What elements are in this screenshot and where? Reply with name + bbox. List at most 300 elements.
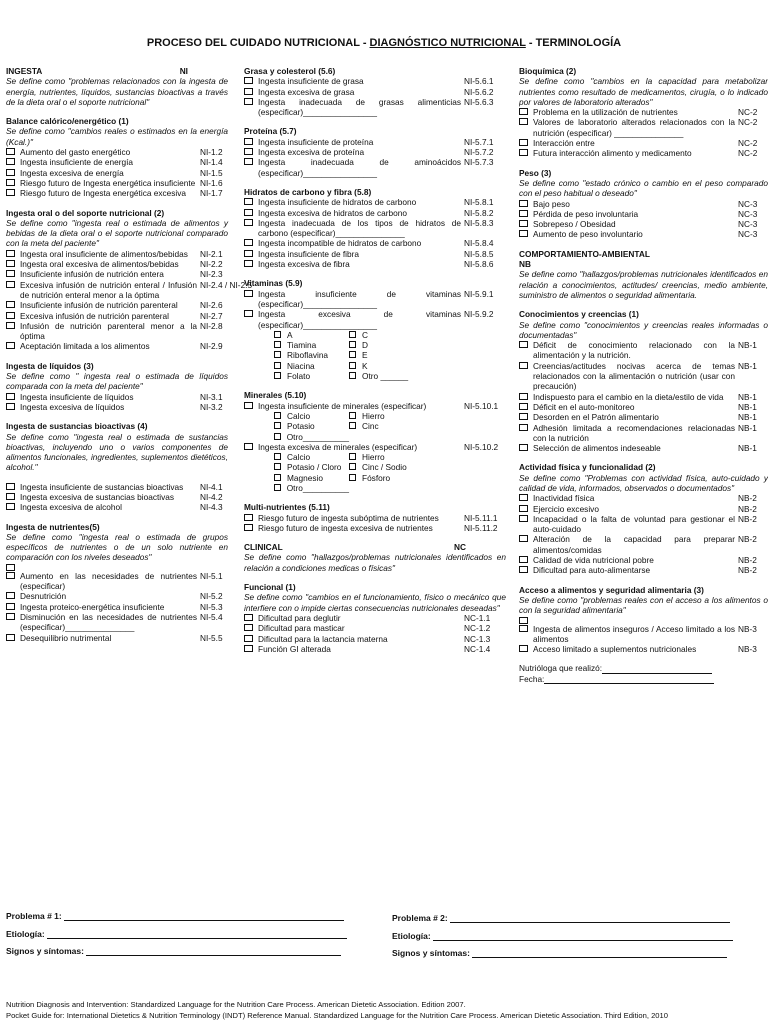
diagnosis-checkbox[interactable] [519,566,528,573]
diagnosis-label: Función GI alterada [258,643,331,654]
diagnosis-label: Dificultad para la lactancia materna [258,633,388,644]
category-description: Se define como " ingesta real o estimada de líquidos comparada con la meta del paciente" [6,371,228,392]
diagnosis-item [6,591,228,601]
spacer [244,493,506,502]
option-checkbox[interactable] [349,463,356,470]
diagnosis-label: Sobrepeso / Obesidad [533,219,616,230]
diagnosis-item [244,401,506,411]
diagnosis-code: NI-5.11.1 [464,512,498,523]
problem-2-label: Problema # 2: [392,913,448,923]
diagnosis-checkbox[interactable] [244,524,253,531]
diagnosis-label: Acceso limitado a suplementos nutricionales [533,644,697,655]
option-checkbox[interactable] [349,422,356,429]
diagnosis-checkbox[interactable] [519,444,528,451]
category-description: Se define como "conocimientos y creencias reales informadas o documentadas" [519,319,768,340]
diagnosis-label: Aumento del gasto energético [20,147,131,158]
category-description: Se define como "Problemas con actividad física, auto-cuidado y calidad de vida, informados, observados o documentados" [519,472,768,493]
diagnosis-checkbox[interactable] [519,362,528,369]
diagnosis-code: NB-1 [738,401,757,412]
etiology-1-row [6,929,347,939]
diagnosis-label: Ingesta insuficiente de energía [20,157,134,168]
option-cell [274,371,349,381]
category-heading: Acceso a alimentos y seguridad alimentaria (3) [519,584,704,595]
diagnosis-item [6,279,253,301]
diagnosis-checkbox[interactable] [6,564,15,571]
diagnosis-label: Inactividad física [533,493,595,504]
page-title [0,37,768,49]
diagnosis-item [519,644,768,654]
option-checkbox[interactable] [349,351,356,358]
etiology-2-label: Etiología: [392,931,431,941]
diagnosis-checkbox[interactable] [519,535,528,542]
diagnosis-item [519,514,768,535]
diagnosis-code: NB-3 [738,644,757,655]
diagnosis-item [244,613,506,623]
diagnosis-label: Creencias/actitudes nocivas acerca de temas relacionados con la alimentación o nutrición (usar con precaución) [533,360,735,392]
diagnosis-checkbox[interactable] [244,624,253,631]
diagnosis-item [244,87,506,97]
diagnosis-checkbox[interactable] [6,301,15,308]
signs-1-row [6,946,341,956]
diagnosis-item [6,492,228,502]
diagnosis-label: Ingesta excesiva de vitaminas (especificar)________________ [258,309,461,330]
diagnosis-label: Ingesta excesiva de grasa [258,86,355,97]
diagnosis-checkbox[interactable] [519,341,528,348]
diagnosis-label: Ingesta proteico-energética insuficiente [20,601,165,612]
diagnosis-code: NB-1 [738,360,757,371]
diagnosis-label: Aumento en las necesidades de nutrientes (especificar) [20,570,197,592]
diagnosis-code: NI-3.2 [200,401,223,412]
option-cell [349,473,424,483]
diagnosis-item [6,249,228,259]
diagnosis-code: NC-1.1 [464,612,491,623]
section-header-code: NI [179,66,188,76]
option-cell [274,340,349,350]
section-header [244,542,506,552]
diagnosis-item [6,269,228,279]
diagnosis-item [244,238,506,248]
diagnosis-checkbox[interactable] [244,198,253,205]
option-checkbox[interactable] [274,341,281,348]
diagnosis-label: Desequilibrio nutrimental [20,632,112,643]
option-cell [349,462,424,472]
diagnosis-item [519,138,768,148]
option-row [274,411,506,421]
diagnosis-checkbox[interactable] [519,108,528,115]
title-part2: DIAGNÓSTICO NUTRICIONAL [369,37,526,49]
diagnosis-label: Ingesta insuficiente de vitaminas (especificar)________________ [258,288,461,309]
category-heading: Grasa y colesterol (5.6) [244,66,336,76]
signs-1-label: Signos y síntomas: [6,946,84,956]
diagnosis-code: NI-5.2 [200,591,223,602]
diagnosis-checkbox[interactable] [244,209,253,216]
diagnosis-label: Adhesión limitada a recomendaciones relacionadas con la nutrición [533,422,735,443]
problem-1-field[interactable] [64,911,344,921]
spacer [519,576,768,585]
diagnosis-checkbox[interactable] [6,403,15,410]
diagnosis-checkbox[interactable] [519,118,528,125]
spacer [244,533,506,542]
diagnosis-code: NB-1 [738,443,757,454]
diagnosis-checkbox[interactable] [244,290,253,297]
category-heading: Multi-nutrientes (5.11) [244,502,330,513]
diagnosis-label: Desnutrición [20,591,67,602]
signature-row [519,674,768,684]
diagnosis-label: Dificultad para deglutir [258,612,341,623]
diagnosis-label: Insuficiente infusión de nutrición entera [20,269,164,280]
diagnosis-checkbox[interactable] [519,200,528,207]
diagnosis-code: NC-3 [738,229,758,240]
option-label: Otro__________ [286,482,349,493]
spacer [244,381,506,390]
spacer [244,573,506,582]
diagnosis-code: NI-5.10.2 [464,441,499,452]
diagnosis-item [244,208,506,218]
signature-field[interactable] [544,674,714,684]
option-row [274,421,506,431]
diagnosis-code: NB-2 [738,513,757,524]
diagnosis-label: Disminución en las necesidades de nutrientes (especificar)_______________ [20,611,197,633]
diagnosis-checkbox[interactable] [6,503,15,510]
diagnosis-code: NI-5.7.3 [464,157,494,168]
diagnosis-item [6,602,228,612]
diagnosis-item [244,147,506,157]
diagnosis-code: NI-4.3 [200,502,223,513]
diagnosis-checkbox[interactable] [6,613,15,620]
option-cell [274,421,349,431]
diagnosis-code: NB-2 [738,493,757,504]
diagnosis-item [519,534,768,555]
diagnosis-code: NI-2.4 / NI-2.5 [200,279,253,290]
spacer [6,107,228,116]
diagnosis-item [519,412,768,422]
diagnosis-checkbox[interactable] [6,312,15,319]
option-cell [349,483,424,493]
diagnosis-label: Bajo peso [533,198,570,209]
diagnosis-checkbox[interactable] [244,239,253,246]
diagnosis-label: Ingesta insuficiente de minerales (especificar) [258,400,427,411]
diagnosis-checkbox[interactable] [6,322,15,329]
diagnosis-checkbox[interactable] [244,635,253,642]
diagnosis-checkbox[interactable] [6,260,15,267]
diagnosis-label: Dificultad para masticar [258,623,345,634]
diagnosis-code: NB-1 [738,412,757,423]
diagnosis-code: NI-2.9 [200,341,223,352]
diagnosis-checkbox[interactable] [6,158,15,165]
option-cell [274,350,349,360]
diagnosis-item [519,199,768,209]
option-cell [274,483,349,493]
diagnosis-code: NI-2.3 [200,269,223,280]
option-checkbox[interactable] [274,372,281,379]
diagnosis-item [244,249,506,259]
diagnosis-checkbox[interactable] [244,158,253,165]
diagnosis-checkbox[interactable] [244,88,253,95]
diagnosis-checkbox[interactable] [6,572,15,579]
category-heading: Ingesta de líquidos (3) [6,360,94,371]
diagnosis-checkbox[interactable] [6,483,15,490]
diagnosis-checkbox[interactable] [244,614,253,621]
category-description: Se define como "problemas reales con el acceso a los alimentos o con la seguridad alimentaria" [519,594,768,616]
diagnosis-item [6,402,228,412]
etiology-1-field[interactable] [47,929,347,939]
diagnosis-code: NI-5.4 [200,611,223,622]
category-heading: Minerales (5.10) [244,390,307,401]
option-checkbox[interactable] [349,331,356,338]
diagnosis-checkbox[interactable] [519,413,528,420]
diagnosis-label: Ingesta de alimentos inseguros / Acceso limitado a los alimentos [533,623,735,644]
diagnosis-checkbox[interactable] [6,179,15,186]
diagnosis-code: NI-5.8.5 [464,248,494,259]
diagnosis-checkbox[interactable] [519,230,528,237]
option-checkbox[interactable] [349,341,356,348]
diagnosis-item [519,555,768,565]
diagnosis-checkbox[interactable] [519,494,528,501]
spacer [244,117,506,126]
diagnosis-item [6,259,228,269]
category-heading: Actividad física y funcionalidad (2) [519,462,656,473]
diagnosis-item [6,612,228,633]
option-cell [274,452,349,462]
diagnosis-item [244,259,506,269]
signs-2-row [392,948,727,958]
diagnosis-checkbox[interactable] [519,625,528,632]
diagnosis-checkbox[interactable] [6,342,15,349]
diagnosis-checkbox[interactable] [6,281,15,288]
category-heading: COMPORTAMIENTO-AMBIENTAL [519,248,650,259]
option-row [274,452,506,462]
diagnosis-label: Ingesta excesiva de sustancias bioactivas [20,491,175,502]
option-cell [274,462,349,472]
diagnosis-checkbox[interactable] [6,270,15,277]
diagnosis-item [6,178,228,188]
option-checkbox[interactable] [349,362,356,369]
option-checkbox[interactable] [349,372,356,379]
problem-1-row [6,911,344,921]
option-cell [349,340,424,350]
category-description: Se define como "cambios en la capacidad para metabolizar nutrientes como resultado de medicamentos, cirugía, o lo indicado por valores de laboratorio alterados" [519,76,768,107]
diagnosis-item [6,571,228,592]
problem-2-field[interactable] [450,913,730,923]
etiology-2-field[interactable] [433,931,733,941]
diagnosis-checkbox[interactable] [244,443,253,450]
category-heading: Funcional (1) [244,582,296,593]
diagnosis-item [244,218,506,239]
diagnosis-item [519,107,768,117]
diagnosis-code: NI-5.8.3 [464,217,494,228]
diagnosis-label: Ingesta excesiva de proteína [258,147,365,158]
option-checkbox[interactable] [349,412,356,419]
diagnosis-checkbox[interactable] [519,505,528,512]
option-cell [349,330,424,340]
diagnosis-label: Futura interacción alimento y medicamento [533,148,692,159]
category-heading: NB [519,259,531,270]
option-checkbox[interactable] [274,463,281,470]
signature-field[interactable] [602,664,712,674]
option-checkbox[interactable] [274,351,281,358]
diagnosis-label: Riesgo futuro de Ingesta energética excesiva [20,188,187,199]
spacer [6,412,228,421]
diagnosis-label: Valores de laboratorio alterados relacionados con la nutrición (especificar) _______________ [533,117,735,138]
diagnosis-checkbox[interactable] [6,603,15,610]
category-description: Se define como "cambios reales o estimados en la energía (Kcal.)" [6,126,228,147]
diagnosis-checkbox[interactable] [6,169,15,176]
category-heading: Vitaminas (5.9) [244,278,303,289]
diagnosis-label: Selección de alimentos indeseable [533,443,661,454]
diagnosis-item [519,361,768,392]
option-label: Hierro [362,410,385,421]
option-label: C [362,329,368,340]
category-heading: Ingesta oral o del soporte nutricional (2) [6,207,165,218]
diagnosis-code: NI-3.1 [200,391,223,402]
diagnosis-code: NB-2 [738,565,757,576]
option-checkbox[interactable] [349,474,356,481]
diagnosis-item [244,197,506,207]
title-part1: PROCESO DEL CUIDADO NUTRICIONAL - [146,37,370,49]
category-description: Se define como "problemas relacionados con la ingesta de energía, nutrientes, líquidos, sustancias bioactivas a través de la dieta oral o el soporte nutricional" [6,76,228,107]
spacer [6,352,228,361]
spacer [519,240,768,249]
option-cell [349,432,424,442]
signature-label: Nutrióloga que realizó: [519,663,603,674]
diagnosis-checkbox[interactable] [244,514,253,521]
diagnosis-label: Interacción entre [533,138,595,149]
signs-2-label: Signos y síntomas: [392,948,470,958]
diagnosis-item [6,188,228,198]
diagnosis-checkbox[interactable] [244,260,253,267]
category-heading: Conocimientos y creencias (1) [519,309,639,320]
diagnosis-code: NI-5.9.1 [464,288,494,299]
option-cell [274,411,349,421]
category-heading: Bioquímica (2) [519,66,577,76]
diagnosis-item [6,392,228,402]
diagnosis-checkbox[interactable] [244,402,253,409]
diagnosis-label: Ingesta inadecuada de aminoácidos (especificar)________________ [258,157,461,178]
option-checkbox[interactable] [274,453,281,460]
option-label: Fósforo [362,472,391,483]
diagnosis-item [519,340,768,361]
diagnosis-code: NI-5.6.1 [464,76,494,87]
diagnosis-code: NI-1.2 [200,147,223,158]
diagnosis-item [519,443,768,453]
diagnosis-item [244,634,506,644]
diagnosis-checkbox[interactable] [6,493,15,500]
diagnosis-checkbox[interactable] [244,138,253,145]
option-checkbox[interactable] [274,484,281,491]
diagnosis-code: NC-1.2 [464,623,491,634]
diagnosis-item [244,523,506,533]
diagnosis-checkbox[interactable] [6,189,15,196]
diagnosis-checkbox[interactable] [6,592,15,599]
diagnosis-code: NB-1 [738,422,757,433]
diagnosis-code: NI-2.8 [200,320,223,331]
option-checkbox[interactable] [274,474,281,481]
diagnosis-code: NI-5.3 [200,601,223,612]
diagnosis-checkbox[interactable] [519,393,528,400]
diagnosis-checkbox[interactable] [519,424,528,431]
diagnosis-label: Problema en la utilización de nutrientes [533,107,678,118]
option-label: Potasio [287,421,315,432]
option-label: Folato [287,371,311,382]
option-checkbox[interactable] [349,453,356,460]
diagnosis-item [519,493,768,503]
diagnosis-item [6,147,228,157]
diagnosis-code: NI-5.5 [200,632,223,643]
diagnosis-checkbox[interactable] [519,556,528,563]
option-label: Cinc / Sodio [362,462,407,473]
diagnosis-checkbox[interactable] [519,515,528,522]
diagnosis-item [519,423,768,444]
diagnosis-code: NI-5.8.2 [464,207,494,218]
diagnosis-checkbox[interactable] [244,219,253,226]
diagnosis-checkbox[interactable] [6,634,15,641]
option-label: E [362,350,368,361]
diagnosis-label: Infusión de nutrición parenteral menor a la óptima [20,320,197,342]
diagnosis-checkbox[interactable] [6,250,15,257]
category-heading: Ingesta de sustancias bioactivas (4) [6,421,148,432]
diagnosis-label: Ingesta excesiva de energía [20,167,124,178]
diagnosis-checkbox[interactable] [244,98,253,105]
diagnosis-label: Ingesta oral insuficiente de alimentos/bebidas [20,248,188,259]
diagnosis-item [519,148,768,158]
diagnosis-checkbox[interactable] [244,148,253,155]
diagnosis-item [6,311,228,321]
option-row [274,340,506,350]
option-checkbox[interactable] [274,362,281,369]
diagnosis-checkbox[interactable] [6,148,15,155]
diagnosis-checkbox[interactable] [519,617,528,624]
option-cell [349,421,424,431]
diagnosis-checkbox[interactable] [519,220,528,227]
diagnosis-item [519,392,768,402]
signs-2-field[interactable] [472,948,727,958]
diagnosis-checkbox[interactable] [519,403,528,410]
option-label: D [362,340,368,351]
diagnosis-checkbox[interactable] [519,645,528,652]
option-checkbox[interactable] [274,433,281,440]
option-checkbox[interactable] [274,412,281,419]
diagnosis-code: NC-2 [738,138,758,149]
option-checkbox[interactable] [274,331,281,338]
diagnosis-label: Excesiva infusión de nutrición enteral / Infusión de nutrición enteral menor a la óptima [20,279,197,300]
signs-1-field[interactable] [86,946,341,956]
diagnosis-checkbox[interactable] [244,645,253,652]
diagnosis-checkbox[interactable] [6,393,15,400]
category-heading: Peso (3) [519,167,552,178]
diagnosis-code: NC-2 [738,107,758,118]
diagnosis-checkbox[interactable] [519,139,528,146]
option-cell [274,361,349,371]
option-row [274,432,506,442]
diagnosis-checkbox[interactable] [244,250,253,257]
diagnosis-item [6,482,228,492]
diagnosis-item [6,157,228,167]
title-part3: - TERMINOLOGÍA [525,37,622,49]
diagnosis-checkbox[interactable] [519,149,528,156]
diagnosis-checkbox[interactable] [519,210,528,217]
diagnosis-label: Indispuesto para el cambio en la dieta/estilo de vida [533,391,724,402]
category-heading: Balance calórico/energético (1) [6,116,129,127]
diagnosis-label: Ingesta insuficiente de hidratos de carbono [258,197,417,208]
diagnosis-checkbox[interactable] [244,310,253,317]
signature-label: Fecha: [519,673,545,684]
diagnosis-label: Alteración de la capacidad para preparar alimentos/comidas [533,534,735,555]
diagnosis-label: Ingesta insuficiente de proteína [258,136,374,147]
option-checkbox[interactable] [274,422,281,429]
diagnosis-checkbox[interactable] [244,77,253,84]
spacer [6,473,228,482]
option-cell [349,371,424,381]
